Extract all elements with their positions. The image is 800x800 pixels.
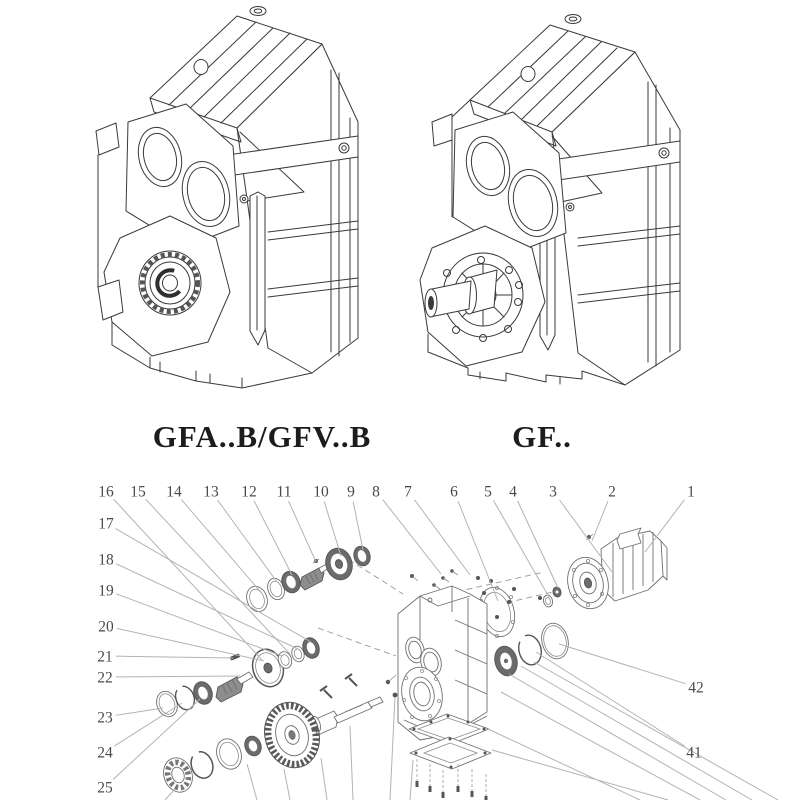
- leader-line-14: [181, 499, 259, 590]
- callout-number-42: 42: [688, 679, 704, 697]
- bottom-cover-parts: [409, 714, 491, 800]
- cutoff-leader-8: [492, 750, 668, 800]
- oil-plug-icon: [250, 7, 266, 16]
- caption-left-model: GFA..B/GFV..B: [152, 419, 372, 454]
- leader-line-13: [217, 500, 277, 582]
- leader-line-16: [113, 499, 262, 660]
- motor: [562, 528, 667, 613]
- output-gear-parts: [159, 696, 327, 796]
- caption-right-model: GF..: [512, 419, 572, 454]
- cutoff-leader-7: [488, 729, 640, 800]
- callout-number-6: 6: [450, 483, 458, 501]
- gearbox-iso-left: [96, 7, 358, 389]
- cutoff-leader-11: [521, 666, 752, 800]
- callout-number-16: 16: [98, 483, 114, 501]
- leader-line-9: [353, 502, 363, 550]
- leader-line-11: [289, 501, 316, 562]
- leader-line-15: [146, 499, 290, 654]
- large-ring: [538, 620, 572, 661]
- callout-number-18: 18: [98, 551, 114, 569]
- snap-ring: [516, 633, 545, 667]
- leader-line-12: [254, 501, 292, 575]
- callout-number-20: 20: [98, 618, 114, 636]
- leader-line-41: [536, 652, 685, 746]
- callout-number-7: 7: [404, 483, 412, 501]
- input-shaft-parts: [243, 544, 373, 615]
- callout-number-11: 11: [276, 483, 292, 501]
- cutoff-leader-5: [410, 760, 413, 800]
- cutoff-leader-1: [247, 764, 257, 800]
- cutoff-leader-3: [321, 758, 327, 800]
- leader-line-1: [645, 500, 684, 552]
- leader-line-23: [116, 708, 163, 715]
- bottom-cover: [410, 737, 491, 769]
- leader-line-18: [116, 564, 298, 649]
- callout-number-25: 25: [97, 779, 113, 797]
- callout-number-14: 14: [166, 483, 182, 501]
- leader-line-8: [383, 500, 441, 574]
- leader-line-21: [116, 656, 233, 658]
- leader-line-2: [592, 501, 608, 541]
- leader-line-4: [518, 501, 558, 588]
- seal-ring: [153, 688, 181, 719]
- callout-number-2: 2: [608, 483, 616, 501]
- shaft-bore-icon: [428, 296, 434, 310]
- callout-number-10: 10: [313, 483, 329, 501]
- callout-number-15: 15: [130, 483, 146, 501]
- cutoff-leader-9: [501, 692, 700, 800]
- leader-line-5: [493, 501, 549, 597]
- leader-line-6: [458, 501, 498, 601]
- cover-bolts-small: [320, 674, 397, 698]
- callout-number-19: 19: [98, 582, 114, 600]
- callout-number-22: 22: [97, 669, 113, 687]
- cutoff-leader-12: [534, 662, 778, 800]
- cutoff-leader-2: [284, 769, 290, 800]
- cutoff-leader-0: [165, 789, 175, 800]
- oil-plug-icon: [565, 15, 581, 24]
- seal-ring: [212, 735, 245, 772]
- output-shaft: [310, 697, 383, 735]
- callout-number-5: 5: [484, 483, 492, 501]
- callout-number-13: 13: [203, 483, 219, 501]
- callout-number-1: 1: [687, 483, 695, 501]
- exploded-view: [97, 484, 778, 800]
- callout-number-9: 9: [347, 483, 355, 501]
- leader-line-42: [559, 644, 686, 684]
- callout-number-41: 41: [686, 744, 702, 762]
- gearbox-iso-right: [420, 15, 680, 386]
- callout-number-23: 23: [97, 709, 113, 727]
- callout-number-4: 4: [509, 483, 517, 501]
- callout-number-12: 12: [241, 483, 257, 501]
- callout-number-21: 21: [97, 648, 113, 666]
- callout-number-17: 17: [98, 515, 114, 533]
- assembly-axis-1: [318, 628, 396, 656]
- cutoff-leader-6: [390, 697, 395, 800]
- callout-number-3: 3: [549, 483, 557, 501]
- leader-line-10: [324, 502, 341, 556]
- callout-number-24: 24: [97, 744, 113, 762]
- cutoff-leader-4: [350, 726, 353, 800]
- callout-number-8: 8: [372, 483, 380, 501]
- leader-line-22: [116, 676, 240, 677]
